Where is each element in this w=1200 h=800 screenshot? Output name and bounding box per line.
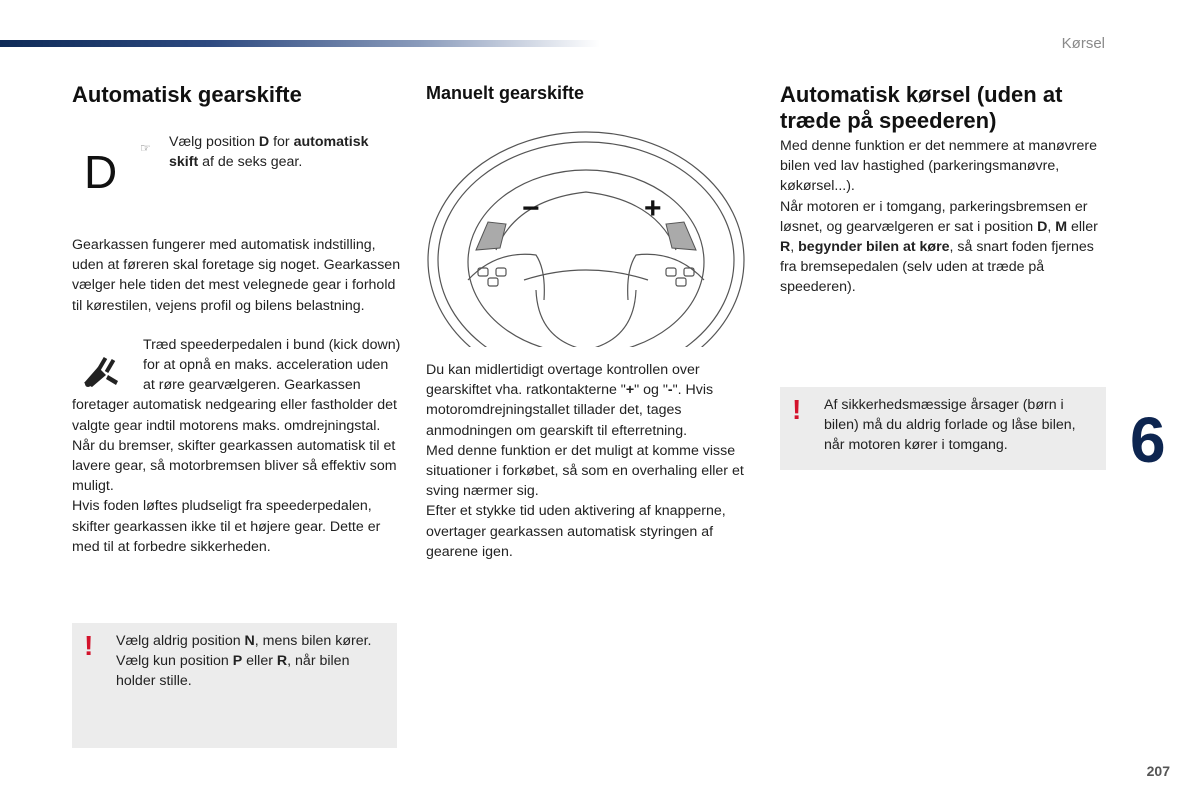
minus-paddle-label: − <box>522 192 540 225</box>
section-label: Kørsel <box>1061 35 1105 52</box>
warning-exclamation-icon: ! <box>792 394 802 425</box>
column-auto-drive <box>780 82 1110 298</box>
bullet-arrow-icon: ☞ <box>140 141 151 155</box>
paragraph-braking: Når du bremser, skifter gearkassen automatisk til et lavere gear, så motorbremsen bliver så effektiv som muligt. <box>72 437 397 495</box>
paragraph-automatic-mode: Gearkassen fungerer med automatisk indstilling, uden at føreren skal foretage sig noget. Gearkassen vælger hele tiden det mest velegnede gear i forhold til kørestilen, vejens profil og bilens belastning. <box>72 237 401 314</box>
heading-auto-drive: Automatisk kørsel (uden at træde på speederen) <box>780 82 1063 133</box>
header-bar <box>0 40 600 47</box>
paragraph-anticipate: Med denne funktion er det muligt at komme visse situationer i forkøbet, så som en overhaling eller et sving nærmer sig. <box>426 442 744 500</box>
kickdown-text: Træd speederpedalen i bund (kick down) for at opnå en maks. acceleration uden at røre gearvælgeren. Gearkassen <box>143 336 401 394</box>
kickdown-block <box>72 335 402 396</box>
warning-exclamation-icon: ! <box>84 630 94 661</box>
paragraph-low-speed: Med denne funktion er det nemmere at manøvrere bilen ved lav hastighed (parkeringsmanøvre, køkørsel...). <box>780 138 1098 195</box>
foot-pedal-icon <box>78 353 122 389</box>
heading-manual-shift: Manuelt gearskifte <box>426 83 585 103</box>
chapter-number: 6 <box>1130 404 1166 476</box>
warning-neutral-line1: Vælg aldrig position N, mens bilen kører. <box>116 633 372 649</box>
left-paddle-icon <box>476 222 506 250</box>
paragraph-downshift: foretager automatisk nedgearing eller fastholder det valgte gear indtil motorens maks. omdrejningstal. <box>72 397 397 434</box>
paragraph-paddles: Du kan midlertidigt overtage kontrollen over gearskiftet vha. ratkontakterne "+" og "-". Hvis motoromdrejningstallet tillader det, tages anmodningen om gearskift til efterretning. <box>426 362 714 439</box>
plus-paddle-label: + <box>644 192 662 225</box>
steering-wheel-illustration <box>426 130 746 350</box>
steering-wheel-icon <box>426 130 746 350</box>
warning-box-neutral <box>72 623 397 748</box>
warning-neutral-line2: Vælg kun position P eller R, når bilen holder stille. <box>116 653 350 690</box>
d-position-letter: D <box>84 146 118 198</box>
d-position-block <box>72 134 402 218</box>
warning-box-idle <box>780 387 1106 470</box>
heading-automatic-shift: Automatisk gearskifte <box>72 82 302 107</box>
page-number: 207 <box>1146 763 1170 779</box>
warning-idle-text: Af sikkerhedsmæssige årsager (børn i bilen) må du aldrig forlade og låse bilen, når motoren kører i tomgang. <box>824 397 1076 454</box>
paragraph-foot-lift: Hvis foden løftes pludseligt fra speederpedalen, skifter gearkassen ikke til et højere gear. Dette er med til at forbedre sikkerheden. <box>72 498 381 555</box>
right-paddle-icon <box>666 222 696 250</box>
manual-shift-text <box>426 360 746 562</box>
d-position-instruction: Vælg position D for automatisk skift af de seks gear. <box>169 134 369 171</box>
paragraph-creep-conditions: Når motoren er i tomgang, parkeringsbremsen er løsnet, og gearvælgeren er sat i position D, M eller R, begynder bilen at køre, så snart foden fjernes fra bremsepedalen (selv uden at træde på speederen). <box>780 198 1098 296</box>
paragraph-auto-resume: Efter et stykke tid uden aktivering af knapperne, overtager gearkassen automatisk styringen af gearene igen. <box>426 503 726 560</box>
column-automatic-shift <box>72 82 402 557</box>
